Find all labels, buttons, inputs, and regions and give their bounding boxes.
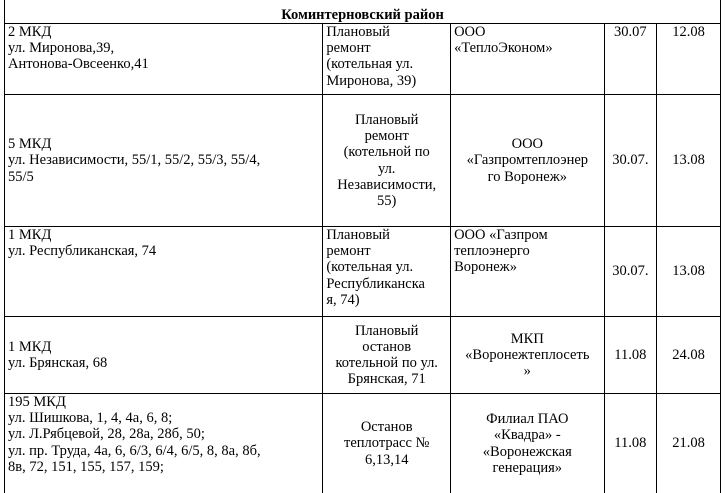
objects-cell: 1 МКД ул. Брянская, 68 xyxy=(5,317,323,394)
organization-cell: Филиал ПАО «Квадра» - «Воронежская генерация» xyxy=(451,394,604,493)
end-date-cell: 21.08 xyxy=(657,394,721,493)
table-row xyxy=(5,24,721,95)
table-row xyxy=(5,317,721,394)
reason-cell: Останов теплотрасс № 6,13,14 xyxy=(323,394,451,493)
organization-cell: ООО «ТеплоЭконом» xyxy=(451,24,604,95)
start-date-cell: 11.08 xyxy=(604,317,657,394)
table-row xyxy=(5,95,721,227)
start-date-cell: 30.07. xyxy=(604,95,657,227)
objects-cell: 1 МКД ул. Республиканская, 74 xyxy=(5,227,323,317)
end-date-cell: 13.08 xyxy=(657,95,721,227)
table-row xyxy=(5,227,721,317)
organization-cell: МКП «Воронежтеплосеть » xyxy=(451,317,604,394)
start-date-cell: 30.07. xyxy=(604,227,657,317)
organization-cell: ООО «Газпромтеплоэнер го Воронеж» xyxy=(451,95,604,227)
organization-cell: ООО «Газпром теплоэнерго Воронеж» xyxy=(451,227,604,317)
district-header-row xyxy=(5,0,721,24)
reason-cell: Плановый останов котельной по ул. Брянская, 71 xyxy=(323,317,451,394)
reason-cell: Плановый ремонт (котельная ул. Республиканска я, 74) xyxy=(323,227,451,317)
end-date-cell: 13.08 xyxy=(657,227,721,317)
objects-cell: 2 МКД ул. Миронова,39, Антонова-Овсеенко,41 xyxy=(5,24,323,95)
reason-cell: Плановый ремонт (котельной по ул. Независимости, 55) xyxy=(323,95,451,227)
district-name: Коминтерновский район xyxy=(5,0,721,24)
reason-cell: Плановый ремонт (котельная ул. Миронова, 39) xyxy=(323,24,451,95)
table-row xyxy=(5,394,721,493)
objects-cell: 5 МКД ул. Независимости, 55/1, 55/2, 55/3, 55/4, 55/5 xyxy=(5,95,323,227)
end-date-cell: 24.08 xyxy=(657,317,721,394)
end-date-cell: 12.08 xyxy=(657,24,721,95)
outage-table xyxy=(4,0,721,493)
objects-cell: 195 МКД ул. Шишкова, 1, 4, 4а, 6, 8; ул. Л.Рябцевой, 28, 28а, 28б, 50; ул. пр. Труда, 4а, 6, 6/3, 6/4, 6/5, 8, 8а, 8б, 8в, 72, 151, 155, 157, 159; xyxy=(5,394,323,493)
start-date-cell: 30.07 xyxy=(604,24,657,95)
start-date-cell: 11.08 xyxy=(604,394,657,493)
